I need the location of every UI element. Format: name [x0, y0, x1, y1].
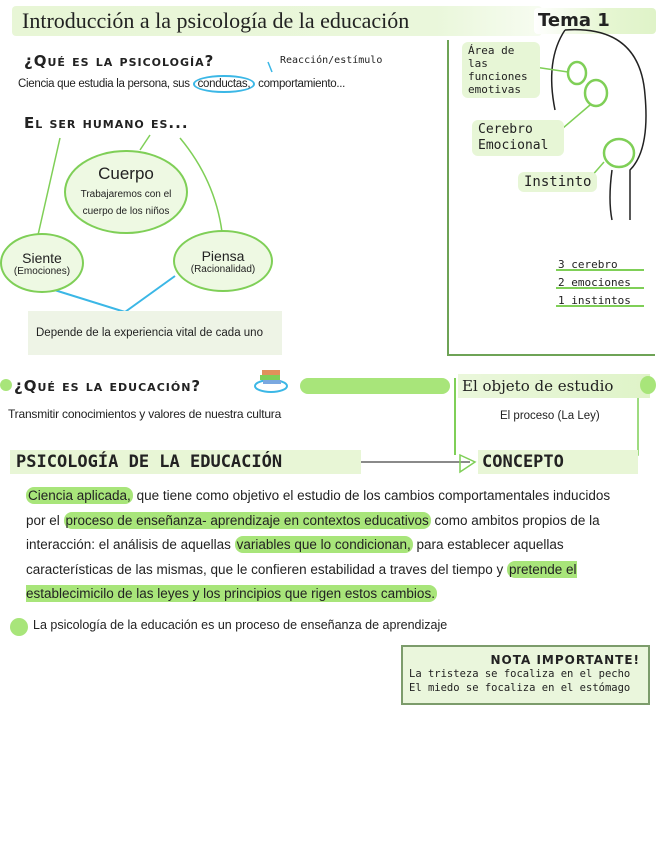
cuerpo-oval [64, 150, 188, 234]
concepto-paragraph [26, 484, 626, 607]
siente-sub: (Emociones) [13, 265, 71, 277]
educacion-text: Transmitir conocimientos y valores de nuestra cultura [8, 407, 282, 421]
educacion-highlight-bar [300, 378, 450, 394]
def-text-before: Ciencia que estudia la persona, sus [18, 78, 193, 90]
cerebro-list-item: 1 instintos [558, 294, 631, 307]
para-text: que tiene como objetivo el estudio de los cambios comportamentales inducidos por el [26, 488, 611, 528]
educacion-heading: ¿Qué es la educación? [14, 377, 202, 395]
bullet-dot [0, 379, 12, 391]
def-text-after: comportamiento... [255, 78, 346, 90]
objeto-heading: El objeto de estudio [458, 374, 650, 398]
area-emotivas-label: Área de las funciones emotivas [462, 42, 540, 98]
cuerpo-title: Cuerpo [98, 164, 154, 183]
concepto-heading: CONCEPTO [478, 450, 638, 474]
cerebro-list [558, 256, 631, 310]
para-text: como ambitos propios de la interacción: el análisis de aquellas [26, 512, 600, 552]
highlight-proceso: proceso de enseñanza- aprendizaje en contextos educativos [65, 512, 429, 528]
highlight-pretende: pretende el establecimicilo de las leyes y los principios que rigen estos cambios. [26, 561, 577, 601]
cerebro-emocional-label: Cerebro Emocional [472, 120, 564, 156]
nota-box [401, 645, 650, 705]
siente-oval [0, 233, 84, 293]
highlight-variables: variables que lo condicionan, [236, 537, 411, 552]
piensa-sub: (Racionalidad) [190, 263, 256, 275]
para-text: para establecer aquellas características de las mismas, que le confieren estabilidad a traves del tiempo y [26, 537, 564, 577]
siente-title: Siente [22, 249, 62, 266]
ser-humano-heading: El ser humano es... [24, 114, 189, 132]
nota-line: El miedo se focaliza en el estómago [409, 682, 631, 694]
page-title: Introducción a la psicología de la educación [12, 6, 542, 36]
tema-label: Tema 1 [534, 8, 656, 34]
objeto-dot [640, 376, 656, 394]
def-circled-word: conductas, [193, 75, 256, 93]
books-icon [252, 364, 290, 394]
bullet-text: La psicología de la educación es un proceso de enseñanza de aprendizaje [33, 618, 448, 632]
cerebro-list-item: 2 emociones [558, 276, 631, 289]
depende-box: Depende de la experiencia vital de cada uno [28, 311, 282, 355]
psico-edu-heading: PSICOLOGÍA DE LA EDUCACIÓN [10, 450, 361, 474]
piensa-oval [173, 230, 273, 292]
reaccion-note: Reacción/estímulo [280, 55, 383, 66]
cuerpo-sub: Trabajaremos con el cuerpo de los niños [80, 189, 172, 217]
bullet-dot [10, 618, 28, 636]
highlight-ciencia: Ciencia aplicada, [28, 488, 131, 503]
objeto-text: El proceso (La Ley) [500, 410, 600, 422]
nota-heading: NOTA IMPORTANTE! [490, 653, 640, 667]
nota-line: La tristeza se focaliza en el pecho [409, 668, 631, 680]
cerebro-list-item: 3 cerebro [558, 258, 618, 271]
piensa-title: Piensa [201, 247, 245, 264]
instinto-label: Instinto [518, 172, 597, 192]
psicologia-heading: ¿Qué es la psicología? [24, 52, 215, 70]
